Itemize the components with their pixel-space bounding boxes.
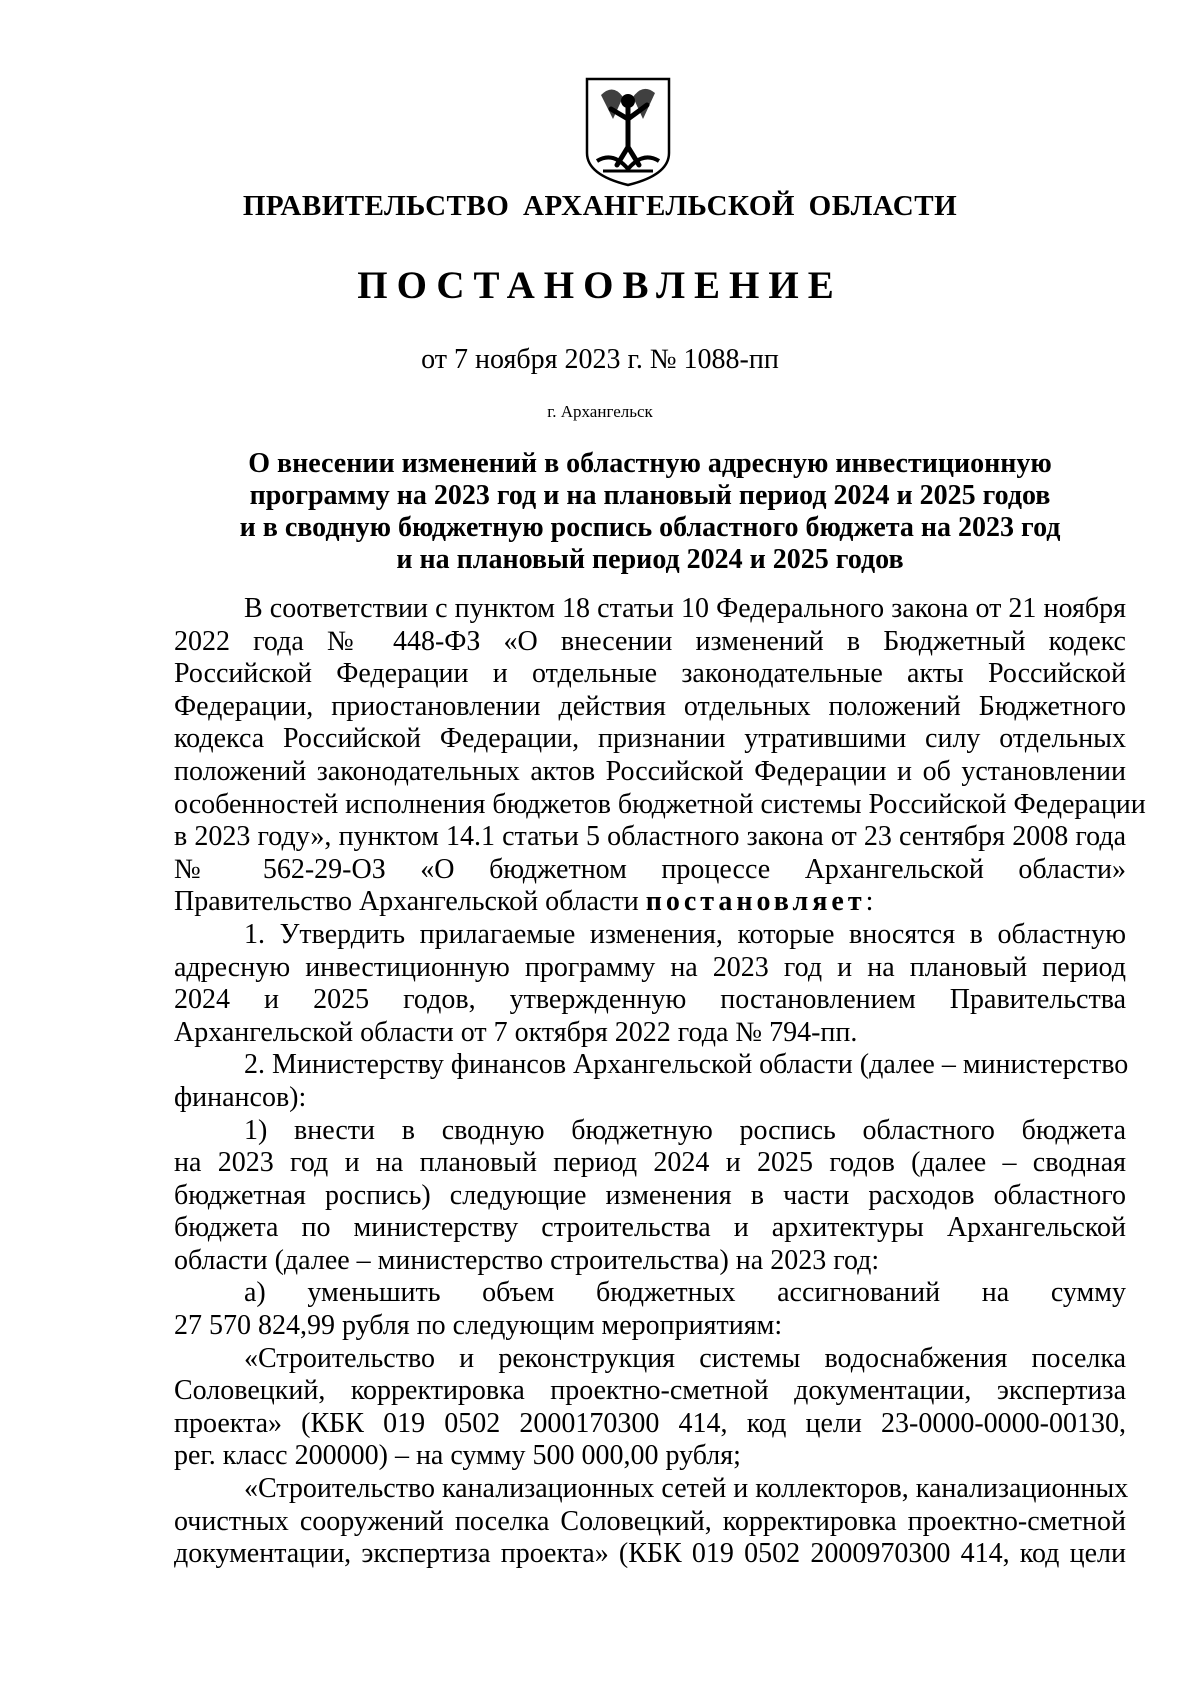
body-line: «Строительство и реконструкция системы водоснабжения поселка [244,1342,1126,1374]
document-city: г. Архангельск [547,402,653,421]
body-line: бюджета по министерству строительства и архитектуры Архангельской [174,1212,1126,1244]
resolves-word: постановляет [645,886,866,918]
organization-name: ПРАВИТЕЛЬСТВО АРХАНГЕЛЬСКОЙ ОБЛАСТИ [242,190,958,222]
body-line: № 562-29-ОЗ «О бюджетном процессе Архангельской области» [174,853,1126,885]
body-line: Соловецкий, корректировка проектно-сметной документации, экспертиза [174,1375,1126,1407]
body-line: 2022 года № 448-ФЗ «О внесении изменений в Бюджетный кодекс [174,625,1126,657]
document-type: ПОСТАНОВЛЕНИЕ [357,264,843,307]
body-line: финансов): [174,1081,307,1113]
body-line: проекта» (КБК 019 0502 2000170300 414, код цели 23-0000-0000-00130, [174,1407,1126,1439]
body-line: рег. класс 200000) – на сумму 500 000,00 рубля; [174,1440,741,1472]
document-date-number: от 7 ноября 2023 г. № 1088-пп [421,344,779,375]
body-line: 2024 и 2025 годов, утвержденную постановлением Правительства [174,984,1126,1016]
title-line: О внесении изменений в областную адресную инвестиционную [248,448,1052,479]
body-line: особенностей исполнения бюджетов бюджетной системы Российской Федерации [174,788,1146,820]
body-line: области (далее – министерство строительства) на 2023 год: [174,1244,880,1276]
body-line: Федерации, приостановлении действия отдельных положений Бюджетного [174,690,1126,722]
body-text: Правительство Архангельской области [174,886,639,918]
body-line: в 2023 году», пунктом 14.1 статьи 5 областного закона от 23 сентября 2008 года [174,821,1126,853]
body-line: 1) внести в сводную бюджетную роспись областного бюджета [244,1114,1126,1146]
body-line-resolves [174,886,1126,919]
body-line: кодекса Российской Федерации, признании утратившими силу отдельных [174,723,1126,755]
body-line: на 2023 год и на плановый период 2024 и 2025 годов (далее – сводная [174,1147,1126,1179]
body-line: Российской Федерации и отдельные законодательные акты Российской [174,658,1126,690]
body-line: Архангельской области от 7 октября 2022 года № 794-пп. [174,1016,858,1048]
document-body [174,593,1146,1571]
body-line: положений законодательных актов Российской Федерации и об установлении [174,755,1126,787]
coat-of-arms-icon [583,75,673,189]
document-title [170,448,1130,576]
body-line: 1. Утвердить прилагаемые изменения, которые вносятся в областную [244,918,1126,950]
body-line: В соответствии с пунктом 18 статьи 10 Федерального закона от 21 ноября [244,593,1126,624]
body-line: адресную инвестиционную программу на 2023 год и на плановый период [174,951,1126,983]
title-line: и в сводную бюджетную роспись областного бюджета на 2023 год [239,512,1061,543]
body-line: а) уменьшить объем бюджетных ассигнований на сумму [244,1277,1126,1309]
colon: : [865,886,874,918]
body-line: очистных сооружений поселка Соловецкий, корректировка проектно-сметной [174,1505,1126,1537]
body-line: 2. Министерству финансов Архангельской области (далее – министерство [244,1049,1129,1081]
body-line: бюджетная роспись) следующие изменения в части расходов областного [174,1179,1126,1211]
body-line: документации, экспертиза проекта» (КБК 019 0502 2000970300 414, код цели [174,1538,1126,1570]
body-line: «Строительство канализационных сетей и коллекторов, канализационных [244,1473,1129,1505]
title-line: и на плановый период 2024 и 2025 годов [396,544,904,575]
title-line: программу на 2023 год и на плановый период 2024 и 2025 годов [249,480,1051,511]
body-line: 27 570 824,99 рубля по следующим мероприятиям: [174,1310,783,1342]
